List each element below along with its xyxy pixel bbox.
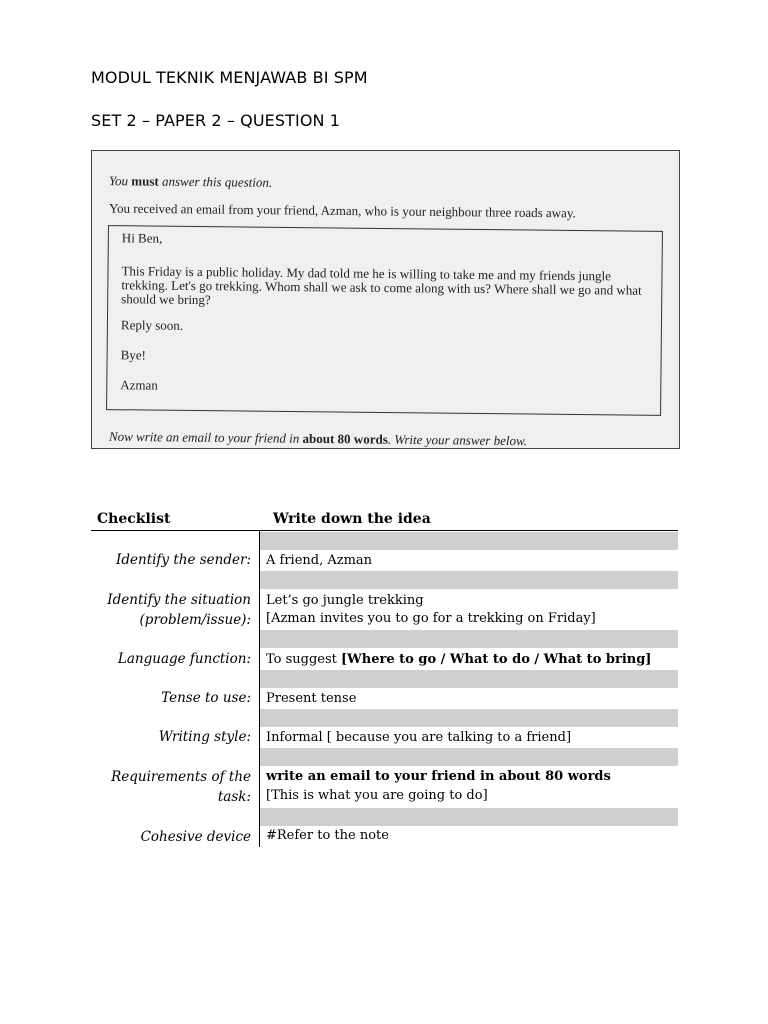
row-value-sender: A friend, Azman [266,553,373,568]
row-value-requirements: write an email to your friend in about 80 words [266,769,611,784]
page-subtitle: SET 2 – PAPER 2 – QUESTION 1 [91,111,341,130]
email-reply: Reply soon. [120,317,184,333]
email-box [106,225,663,416]
row-label-language: Language function: [117,651,251,667]
checklist-header-right: Write down the idea [273,511,431,527]
page-title: MODUL TEKNIK MENJAWAB BI SPM [91,68,368,87]
email-body: This Friday is a public holiday. My dad told me he is willing to take me and my friends jungle trekking. Let's go trekking. Whom shall we ask to come along with us? Where shall we go and what should we bring? [121,263,642,308]
row-value-style: Informal [ because you are talking to a friend] [266,730,572,745]
email-sender: Azman [120,377,158,393]
row-value-tense: Present tense [266,691,357,706]
row-value-requirements-note: [This is what you are going to do] [266,788,488,803]
row-label-requirements: Requirements of the task: [111,769,251,805]
question-intro: You received an email from your friend, Azman, who is your neighbour three roads away. [108,200,576,221]
checklist-header [91,508,678,531]
shade-band [260,709,678,727]
email-bye: Bye! [120,347,146,363]
row-label-style: Writing style: [158,729,251,745]
checklist-table [91,508,678,845]
shade-band [260,670,678,688]
row-value-cohesive: #Refer to the note [266,828,389,843]
row-label-sender: Identify the sender: [116,552,251,568]
email-greeting: Hi Ben, [121,230,163,246]
shade-band [260,808,678,826]
shade-band [260,748,678,766]
row-label-tense: Tense to use: [161,690,251,706]
shade-band [260,532,678,550]
row-value-situation: Let’s go jungle trekking [266,593,424,608]
question-scan [91,150,680,449]
shade-band [260,571,678,589]
question-must-line: You must answer this question. [108,173,273,190]
row-value-language: To suggest [Where to go / What to do / What to bring] [266,652,652,667]
shade-band [260,630,678,648]
row-label-cohesive: Cohesive device [140,829,251,845]
question-instruction: Now write an email to your friend in about 80 words. Write your answer below. [108,428,528,449]
checklist-header-left: Checklist [97,511,171,527]
row-label-situation: Identify the situation (problem/issue): [107,592,251,628]
row-value-situation-note: [Azman invites you to go for a trekking on Friday] [266,611,596,626]
